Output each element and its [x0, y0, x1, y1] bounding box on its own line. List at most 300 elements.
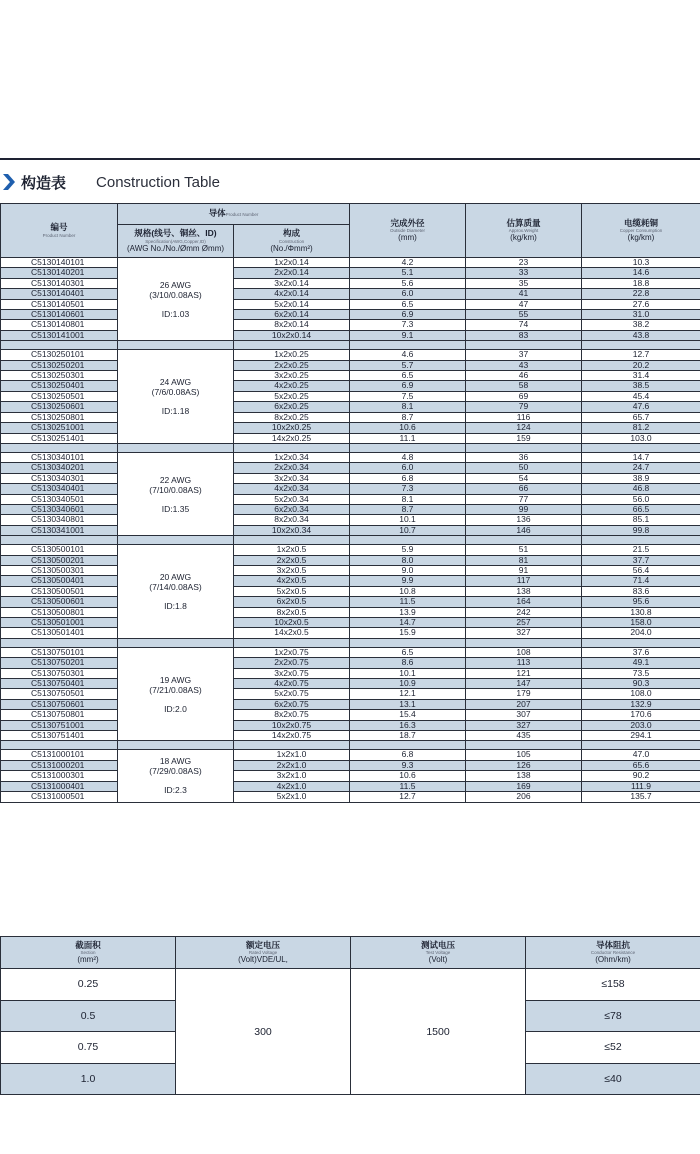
spec-cell — [118, 750, 234, 802]
product-number-cell: C5130750201 — [1, 658, 118, 668]
weight-cell: 242 — [466, 607, 582, 617]
spec-awg: 26 AWG — [159, 279, 192, 290]
table-row — [1, 278, 700, 288]
outside-diameter-cell: 4.6 — [350, 350, 466, 360]
copper-cell: 85.1 — [582, 515, 700, 525]
copper-cell: 38.5 — [582, 381, 700, 391]
weight-cell: 435 — [466, 731, 582, 741]
table-row — [1, 699, 700, 709]
table-row — [1, 781, 700, 791]
product-number-cell: C5130140201 — [1, 268, 118, 278]
spec-strand: (7/29/0.08AS) — [149, 766, 202, 777]
product-number-cell: C5130500401 — [1, 576, 118, 586]
product-number-cell: C5130340501 — [1, 494, 118, 504]
spec-strand: (3/10/0.08AS) — [149, 289, 202, 300]
product-number-cell: C5130140501 — [1, 299, 118, 309]
table-row — [1, 771, 700, 781]
weight-cell: 146 — [466, 525, 582, 535]
product-number-cell: C5130250101 — [1, 350, 118, 360]
copper-cell: 56.4 — [582, 565, 700, 575]
outside-diameter-cell: 8.7 — [350, 412, 466, 422]
table-row — [1, 565, 700, 575]
copper-cell: 22.8 — [582, 289, 700, 299]
weight-cell: 79 — [466, 402, 582, 412]
weight-cell: 35 — [466, 278, 582, 288]
copper-cell: 18.8 — [582, 278, 700, 288]
product-number-cell: C5131000201 — [1, 760, 118, 770]
copper-cell: 135.7 — [582, 792, 700, 802]
resistance-cell: ≤40 — [526, 1063, 700, 1095]
weight-cell: 46 — [466, 371, 582, 381]
weight-cell: 91 — [466, 565, 582, 575]
table-row — [1, 750, 700, 760]
section-cell: 0.75 — [1, 1032, 176, 1064]
construction-cell: 3x2x0.14 — [234, 278, 350, 288]
separator-cell — [118, 341, 234, 350]
weight-cell: 74 — [466, 320, 582, 330]
weight-cell: 69 — [466, 391, 582, 401]
weight-cell: 41 — [466, 289, 582, 299]
construction-cell: 14x2x0.75 — [234, 731, 350, 741]
construction-cell: 1x2x0.34 — [234, 452, 350, 462]
separator-cell — [466, 638, 582, 647]
weight-cell: 138 — [466, 771, 582, 781]
outside-diameter-cell: 6.9 — [350, 381, 466, 391]
construction-cell: 1x2x0.14 — [234, 258, 350, 268]
construction-cell: 3x2x0.5 — [234, 565, 350, 575]
product-number-cell: C5130140101 — [1, 258, 118, 268]
outside-diameter-cell: 9.0 — [350, 565, 466, 575]
table-row — [1, 330, 700, 340]
construction-cell: 2x2x1.0 — [234, 760, 350, 770]
group-separator — [1, 536, 700, 545]
table-row — [1, 402, 700, 412]
table-row — [1, 668, 700, 678]
outside-diameter-cell: 9.1 — [350, 330, 466, 340]
outside-diameter-cell: 18.7 — [350, 731, 466, 741]
product-number-cell: C5130750801 — [1, 710, 118, 720]
weight-cell: 77 — [466, 494, 582, 504]
separator-cell — [1, 638, 118, 647]
weight-cell: 169 — [466, 781, 582, 791]
outside-diameter-cell: 5.9 — [350, 545, 466, 555]
outside-diameter-cell: 8.6 — [350, 658, 466, 668]
separator-cell — [234, 638, 350, 647]
weight-cell: 58 — [466, 381, 582, 391]
section-cell: 0.5 — [1, 1000, 176, 1032]
construction-cell: 10x2x0.34 — [234, 525, 350, 535]
construction-cell: 6x2x0.34 — [234, 504, 350, 514]
test-voltage-cell: 1500 — [351, 969, 526, 1095]
product-number-cell: C5130250801 — [1, 412, 118, 422]
table-row — [1, 731, 700, 741]
table-row — [1, 391, 700, 401]
separator-cell — [350, 638, 466, 647]
spec-id: ID:1.8 — [164, 600, 187, 611]
resistance-cell: ≤78 — [526, 1000, 700, 1032]
spec-id: ID:1.18 — [161, 406, 190, 417]
header-conductor: 导体Product Number — [118, 204, 350, 225]
copper-cell: 99.8 — [582, 525, 700, 535]
construction-cell: 2x2x0.75 — [234, 658, 350, 668]
product-number-cell: C5130340201 — [1, 463, 118, 473]
resistance-cell: ≤158 — [526, 969, 700, 1001]
product-number-cell: C5130501401 — [1, 628, 118, 638]
table-row — [1, 484, 700, 494]
spec-awg: 20 AWG — [159, 571, 192, 582]
copper-cell: 47.0 — [582, 750, 700, 760]
weight-cell: 51 — [466, 545, 582, 555]
table-row — [1, 720, 700, 730]
header-copper: 电缆耗铜 Copper Consumption (kg/km) — [582, 204, 700, 258]
copper-cell: 103.0 — [582, 433, 700, 443]
weight-cell: 47 — [466, 299, 582, 309]
outside-diameter-cell: 11.5 — [350, 597, 466, 607]
copper-cell: 95.6 — [582, 597, 700, 607]
table-row — [1, 423, 700, 433]
weight-cell: 179 — [466, 689, 582, 699]
outside-diameter-cell: 10.1 — [350, 668, 466, 678]
product-number-cell: C5130250301 — [1, 371, 118, 381]
product-number-cell: C5130140801 — [1, 320, 118, 330]
copper-cell: 49.1 — [582, 658, 700, 668]
outside-diameter-cell: 13.9 — [350, 607, 466, 617]
weight-cell: 54 — [466, 473, 582, 483]
outside-diameter-cell: 6.5 — [350, 299, 466, 309]
product-number-cell: C5131000401 — [1, 781, 118, 791]
outside-diameter-cell: 7.5 — [350, 391, 466, 401]
copper-cell: 170.6 — [582, 710, 700, 720]
product-number-cell: C5130141001 — [1, 330, 118, 340]
construction-cell: 6x2x0.5 — [234, 597, 350, 607]
product-number-cell: C5130750101 — [1, 647, 118, 657]
copper-cell: 66.5 — [582, 504, 700, 514]
product-number-cell: C5130751401 — [1, 731, 118, 741]
outside-diameter-cell: 12.7 — [350, 792, 466, 802]
construction-cell: 8x2x0.34 — [234, 515, 350, 525]
group-separator — [1, 741, 700, 750]
construction-cell: 4x2x0.75 — [234, 679, 350, 689]
outside-diameter-cell: 11.5 — [350, 781, 466, 791]
product-number-cell: C5131000501 — [1, 792, 118, 802]
table-row — [1, 452, 700, 462]
weight-cell: 327 — [466, 720, 582, 730]
copper-cell: 203.0 — [582, 720, 700, 730]
construction-cell: 4x2x0.5 — [234, 576, 350, 586]
outside-diameter-cell: 6.9 — [350, 310, 466, 320]
copper-cell: 81.2 — [582, 423, 700, 433]
copper-cell: 45.4 — [582, 391, 700, 401]
spec-strand: (7/21/0.08AS) — [149, 684, 202, 695]
header-conductor-resistance: 导体阻抗 Conductor Resistance (Ohm/km) — [526, 937, 700, 969]
weight-cell: 50 — [466, 463, 582, 473]
spec-strand: (7/10/0.08AS) — [149, 484, 202, 495]
copper-cell: 27.6 — [582, 299, 700, 309]
table-row — [1, 463, 700, 473]
construction-cell: 4x2x1.0 — [234, 781, 350, 791]
weight-cell: 257 — [466, 618, 582, 628]
table-row — [1, 515, 700, 525]
weight-cell: 124 — [466, 423, 582, 433]
spec-awg: 19 AWG — [159, 674, 192, 685]
product-number-cell: C5130250401 — [1, 381, 118, 391]
product-number-cell: C5130140401 — [1, 289, 118, 299]
weight-cell: 37 — [466, 350, 582, 360]
copper-cell: 90.2 — [582, 771, 700, 781]
table-row — [1, 555, 700, 565]
product-number-cell: C5130340801 — [1, 515, 118, 525]
spec-strand: (7/6/0.08AS) — [151, 387, 200, 398]
outside-diameter-cell: 13.1 — [350, 699, 466, 709]
product-number-cell: C5130140301 — [1, 278, 118, 288]
construction-cell: 14x2x0.5 — [234, 628, 350, 638]
table-row — [1, 310, 700, 320]
separator-cell — [118, 741, 234, 750]
product-number-cell: C5130500501 — [1, 586, 118, 596]
product-number-cell: C5130500801 — [1, 607, 118, 617]
outside-diameter-cell: 6.0 — [350, 463, 466, 473]
resistance-cell: ≤52 — [526, 1032, 700, 1064]
construction-cell: 3x2x0.34 — [234, 473, 350, 483]
outside-diameter-cell: 10.8 — [350, 586, 466, 596]
weight-cell: 108 — [466, 647, 582, 657]
outside-diameter-cell: 9.9 — [350, 576, 466, 586]
construction-cell: 6x2x0.25 — [234, 402, 350, 412]
construction-cell: 8x2x0.14 — [234, 320, 350, 330]
weight-cell: 66 — [466, 484, 582, 494]
weight-cell: 116 — [466, 412, 582, 422]
product-number-cell: C5130500201 — [1, 555, 118, 565]
outside-diameter-cell: 6.5 — [350, 647, 466, 657]
outside-diameter-cell: 15.4 — [350, 710, 466, 720]
construction-cell: 14x2x0.25 — [234, 433, 350, 443]
product-number-cell: C5130251001 — [1, 423, 118, 433]
product-number-cell: C5131000101 — [1, 750, 118, 760]
construction-cell: 5x2x0.14 — [234, 299, 350, 309]
table-row — [1, 381, 700, 391]
outside-diameter-cell: 10.9 — [350, 679, 466, 689]
group-separator — [1, 443, 700, 452]
copper-cell: 204.0 — [582, 628, 700, 638]
construction-cell: 5x2x0.5 — [234, 586, 350, 596]
construction-cell: 10x2x0.25 — [234, 423, 350, 433]
copper-cell: 65.7 — [582, 412, 700, 422]
product-number-cell: C5130750501 — [1, 689, 118, 699]
table-row — [1, 969, 700, 1001]
table-row — [1, 412, 700, 422]
copper-cell: 10.3 — [582, 258, 700, 268]
header-product-number: 编号 Product Number — [1, 204, 118, 258]
copper-cell: 108.0 — [582, 689, 700, 699]
copper-cell: 38.9 — [582, 473, 700, 483]
copper-cell: 73.5 — [582, 668, 700, 678]
construction-cell: 1x2x1.0 — [234, 750, 350, 760]
copper-cell: 46.8 — [582, 484, 700, 494]
table-row — [1, 689, 700, 699]
spec-strand: (7/14/0.08AS) — [149, 581, 202, 592]
copper-cell: 43.8 — [582, 330, 700, 340]
header-test-voltage: 测试电压 Test Voltage (Volt) — [351, 937, 526, 969]
table-row — [1, 268, 700, 278]
construction-cell: 8x2x0.5 — [234, 607, 350, 617]
outside-diameter-cell: 5.6 — [350, 278, 466, 288]
product-number-cell: C5130500301 — [1, 565, 118, 575]
copper-cell: 83.6 — [582, 586, 700, 596]
product-number-cell: C5130750401 — [1, 679, 118, 689]
weight-cell: 33 — [466, 268, 582, 278]
table-row — [1, 586, 700, 596]
construction-cell: 3x2x0.75 — [234, 668, 350, 678]
product-number-cell: C5130500601 — [1, 597, 118, 607]
table-row — [1, 371, 700, 381]
construction-cell: 6x2x0.75 — [234, 699, 350, 709]
construction-cell: 5x2x0.75 — [234, 689, 350, 699]
title-chinese: 构造表 — [21, 174, 67, 192]
construction-cell: 8x2x0.25 — [234, 412, 350, 422]
spec-cell — [118, 258, 234, 341]
spec-cell — [118, 452, 234, 535]
construction-cell: 1x2x0.25 — [234, 350, 350, 360]
weight-cell: 113 — [466, 658, 582, 668]
product-number-cell: C5130341001 — [1, 525, 118, 535]
table-row — [1, 710, 700, 720]
outside-diameter-cell: 6.8 — [350, 473, 466, 483]
weight-cell: 147 — [466, 679, 582, 689]
product-number-cell: C5130500101 — [1, 545, 118, 555]
separator-cell — [118, 536, 234, 545]
product-number-cell: C5130340401 — [1, 484, 118, 494]
spec-awg: 22 AWG — [159, 474, 192, 485]
separator-cell — [582, 638, 700, 647]
copper-cell: 31.4 — [582, 371, 700, 381]
construction-cell: 4x2x0.25 — [234, 381, 350, 391]
copper-cell: 24.7 — [582, 463, 700, 473]
section-title — [0, 170, 220, 194]
outside-diameter-cell: 6.0 — [350, 289, 466, 299]
table-row — [1, 607, 700, 617]
outside-diameter-cell: 4.2 — [350, 258, 466, 268]
weight-cell: 36 — [466, 452, 582, 462]
construction-cell: 4x2x0.14 — [234, 289, 350, 299]
product-number-cell: C5130250201 — [1, 360, 118, 370]
table-row — [1, 494, 700, 504]
header-section: 截面积 Section (mm²) — [1, 937, 176, 969]
outside-diameter-cell: 9.3 — [350, 760, 466, 770]
weight-cell: 105 — [466, 750, 582, 760]
table-row — [1, 576, 700, 586]
copper-cell: 38.2 — [582, 320, 700, 330]
weight-cell: 159 — [466, 433, 582, 443]
weight-cell: 81 — [466, 555, 582, 565]
table-row — [1, 658, 700, 668]
product-number-cell: C5130340301 — [1, 473, 118, 483]
spec-cell — [118, 545, 234, 639]
copper-cell: 37.6 — [582, 647, 700, 657]
weight-cell: 136 — [466, 515, 582, 525]
construction-cell: 2x2x0.5 — [234, 555, 350, 565]
table-row — [1, 792, 700, 802]
table-row — [1, 289, 700, 299]
outside-diameter-cell: 10.1 — [350, 515, 466, 525]
copper-cell: 47.6 — [582, 402, 700, 412]
construction-cell: 2x2x0.25 — [234, 360, 350, 370]
outside-diameter-cell: 14.7 — [350, 618, 466, 628]
table-row — [1, 597, 700, 607]
electrical-table — [0, 936, 700, 1095]
outside-diameter-cell: 10.6 — [350, 771, 466, 781]
copper-cell: 90.3 — [582, 679, 700, 689]
copper-cell: 14.7 — [582, 452, 700, 462]
product-number-cell: C5130250601 — [1, 402, 118, 412]
header-outside-diameter: 完成外径 Outside Diameter (mm) — [350, 204, 466, 258]
weight-cell: 121 — [466, 668, 582, 678]
outside-diameter-cell: 15.9 — [350, 628, 466, 638]
construction-cell: 10x2x0.5 — [234, 618, 350, 628]
outside-diameter-cell: 7.3 — [350, 484, 466, 494]
section-cell: 1.0 — [1, 1063, 176, 1095]
table-row — [1, 473, 700, 483]
outside-diameter-cell: 8.1 — [350, 402, 466, 412]
copper-cell: 20.2 — [582, 360, 700, 370]
outside-diameter-cell: 8.1 — [350, 494, 466, 504]
construction-cell: 10x2x0.14 — [234, 330, 350, 340]
product-number-cell: C5130340101 — [1, 452, 118, 462]
copper-cell: 56.0 — [582, 494, 700, 504]
table-row — [1, 679, 700, 689]
weight-cell: 206 — [466, 792, 582, 802]
weight-cell: 117 — [466, 576, 582, 586]
product-number-cell: C5130750301 — [1, 668, 118, 678]
group-separator — [1, 341, 700, 350]
table-row — [1, 760, 700, 770]
construction-cell: 8x2x0.75 — [234, 710, 350, 720]
weight-cell: 55 — [466, 310, 582, 320]
outside-diameter-cell: 12.1 — [350, 689, 466, 699]
table-row — [1, 299, 700, 309]
top-divider — [0, 158, 700, 160]
copper-cell: 37.7 — [582, 555, 700, 565]
outside-diameter-cell: 8.7 — [350, 504, 466, 514]
outside-diameter-cell: 4.8 — [350, 452, 466, 462]
construction-cell: 5x2x0.25 — [234, 391, 350, 401]
construction-table — [0, 203, 700, 803]
construction-cell: 3x2x0.25 — [234, 371, 350, 381]
outside-diameter-cell: 7.3 — [350, 320, 466, 330]
product-number-cell: C5130751001 — [1, 720, 118, 730]
header-weight: 估算质量 Approx.Weight (kg/km) — [466, 204, 582, 258]
table-row — [1, 504, 700, 514]
construction-cell: 2x2x0.34 — [234, 463, 350, 473]
group-separator — [1, 638, 700, 647]
outside-diameter-cell: 6.5 — [350, 371, 466, 381]
spec-id: ID:1.03 — [161, 308, 190, 319]
table-row — [1, 545, 700, 555]
spec-cell — [118, 647, 234, 741]
weight-cell: 83 — [466, 330, 582, 340]
construction-cell: 4x2x0.34 — [234, 484, 350, 494]
header-spec: 规格(线号、铜丝、ID) Specification(AWG,Copper,ID) (AWG No./No./Ømm Ømm) — [118, 225, 234, 258]
product-number-cell: C5130250501 — [1, 391, 118, 401]
copper-cell: 65.6 — [582, 760, 700, 770]
weight-cell: 164 — [466, 597, 582, 607]
construction-cell: 10x2x0.75 — [234, 720, 350, 730]
table-row — [1, 360, 700, 370]
construction-cell: 5x2x1.0 — [234, 792, 350, 802]
chevron-right-icon — [3, 174, 15, 190]
outside-diameter-cell: 10.6 — [350, 423, 466, 433]
spec-id: ID:2.3 — [164, 785, 187, 796]
weight-cell: 307 — [466, 710, 582, 720]
